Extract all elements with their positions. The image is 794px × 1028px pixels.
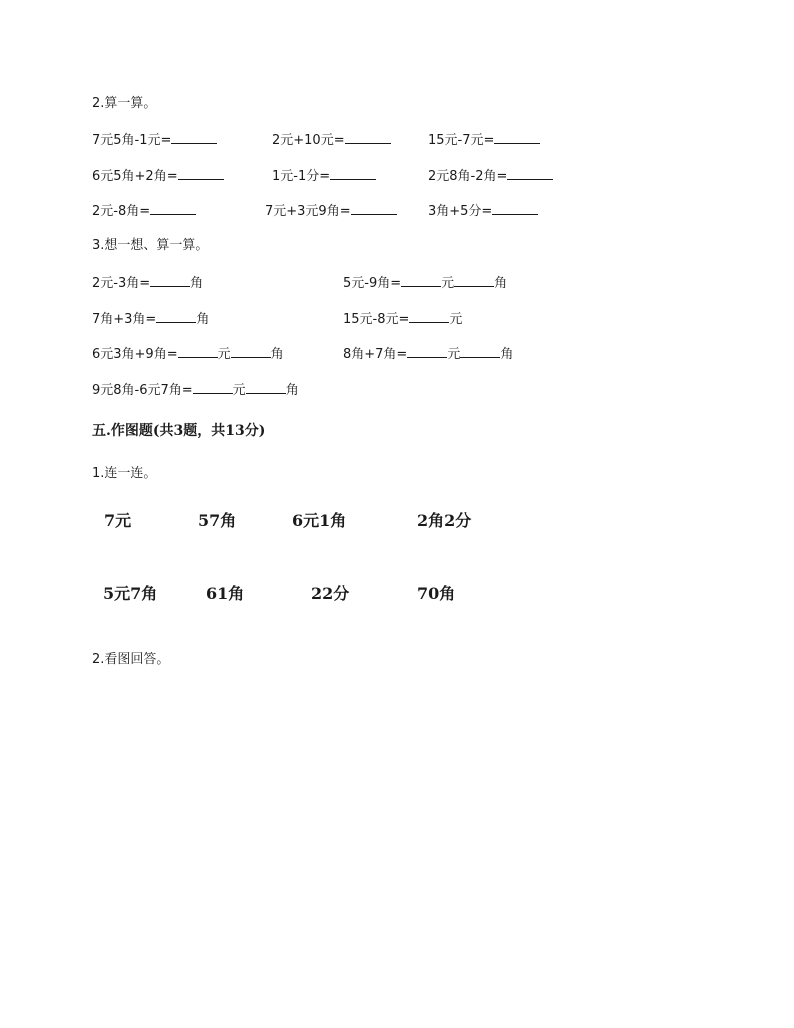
calc-item-6 (428, 167, 553, 186)
calc-item-2 (272, 131, 391, 150)
connect-bottom-item[interactable]: 22分 (311, 584, 350, 603)
calc-item-5 (272, 167, 376, 186)
connect-top-item[interactable]: 7元 (104, 511, 132, 530)
connect-top-item[interactable]: 6元1角 (292, 511, 347, 530)
think-item-2 (343, 274, 507, 293)
answer-blank[interactable] (330, 167, 376, 180)
unit-label: 元 (232, 383, 246, 398)
answer-blank[interactable] (507, 167, 553, 180)
think-item-7 (92, 381, 299, 400)
connect-bottom-item[interactable]: 61角 (206, 584, 245, 603)
answer-blank[interactable] (492, 202, 538, 215)
think-item-6 (343, 345, 513, 364)
connect-bottom-item[interactable]: 5元7角 (103, 584, 158, 603)
answer-blank[interactable] (401, 274, 441, 287)
answer-blank[interactable] (409, 310, 449, 323)
connect-bottom-item[interactable]: 70角 (417, 584, 456, 603)
unit-label: 元 (217, 347, 231, 362)
unit-label: 角 (494, 276, 508, 291)
think-expr: 6元3角+9角= (92, 347, 178, 362)
section-title: 五.作图题(共3题，共13分) (92, 423, 266, 439)
connect-top-item[interactable]: 2角2分 (417, 511, 472, 530)
answer-blank[interactable] (150, 202, 196, 215)
unit-label: 角 (500, 347, 514, 362)
think-expr: 5元-9角= (343, 276, 402, 291)
calc-item-4 (92, 167, 224, 186)
answer-blank[interactable] (351, 202, 397, 215)
think-expr: 15元-8元= (343, 312, 410, 327)
think-expr: 8角+7角= (343, 347, 408, 362)
think-heading: 3.想一想、算一算。 (92, 238, 209, 253)
look-heading: 2.看图回答。 (92, 652, 170, 667)
answer-blank[interactable] (171, 131, 217, 144)
unit-label: 角 (270, 347, 284, 362)
answer-blank[interactable] (193, 381, 233, 394)
calc-item-8 (265, 202, 397, 221)
think-item-3 (92, 310, 209, 329)
answer-blank[interactable] (345, 131, 391, 144)
answer-blank[interactable] (494, 131, 540, 144)
unit-label: 元 (449, 312, 463, 327)
think-item-5 (92, 345, 284, 364)
calc-item-7 (92, 202, 196, 221)
unit-label: 角 (196, 312, 210, 327)
calc-item-3 (428, 131, 540, 150)
calc-expr: 3角+5分= (428, 204, 493, 219)
think-item-1 (92, 274, 203, 293)
answer-blank[interactable] (178, 167, 224, 180)
answer-blank[interactable] (460, 345, 500, 358)
unit-label: 元 (447, 347, 461, 362)
think-expr: 9元8角-6元7角= (92, 383, 193, 398)
calc-expr: 2元8角-2角= (428, 169, 508, 184)
calc-expr: 2元-8角= (92, 204, 151, 219)
calc-heading: 2.算一算。 (92, 96, 157, 111)
calc-item-9 (428, 202, 538, 221)
calc-expr: 2元+10元= (272, 133, 345, 148)
calc-expr: 7元+3元9角= (265, 204, 351, 219)
calc-expr: 6元5角+2角= (92, 169, 178, 184)
answer-blank[interactable] (454, 274, 494, 287)
calc-item-1 (92, 131, 217, 150)
unit-label: 角 (285, 383, 299, 398)
connect-heading: 1.连一连。 (92, 466, 157, 481)
answer-blank[interactable] (231, 345, 271, 358)
unit-label: 元 (441, 276, 455, 291)
calc-expr: 7元5角-1元= (92, 133, 172, 148)
think-item-4 (343, 310, 462, 329)
connect-top-item[interactable]: 57角 (198, 511, 237, 530)
answer-blank[interactable] (156, 310, 196, 323)
answer-blank[interactable] (246, 381, 286, 394)
answer-blank[interactable] (407, 345, 447, 358)
answer-blank[interactable] (150, 274, 190, 287)
think-expr: 2元-3角= (92, 276, 151, 291)
calc-expr: 1元-1分= (272, 169, 331, 184)
think-expr: 7角+3角= (92, 312, 157, 327)
answer-blank[interactable] (178, 345, 218, 358)
unit-label: 角 (190, 276, 204, 291)
calc-expr: 15元-7元= (428, 133, 495, 148)
